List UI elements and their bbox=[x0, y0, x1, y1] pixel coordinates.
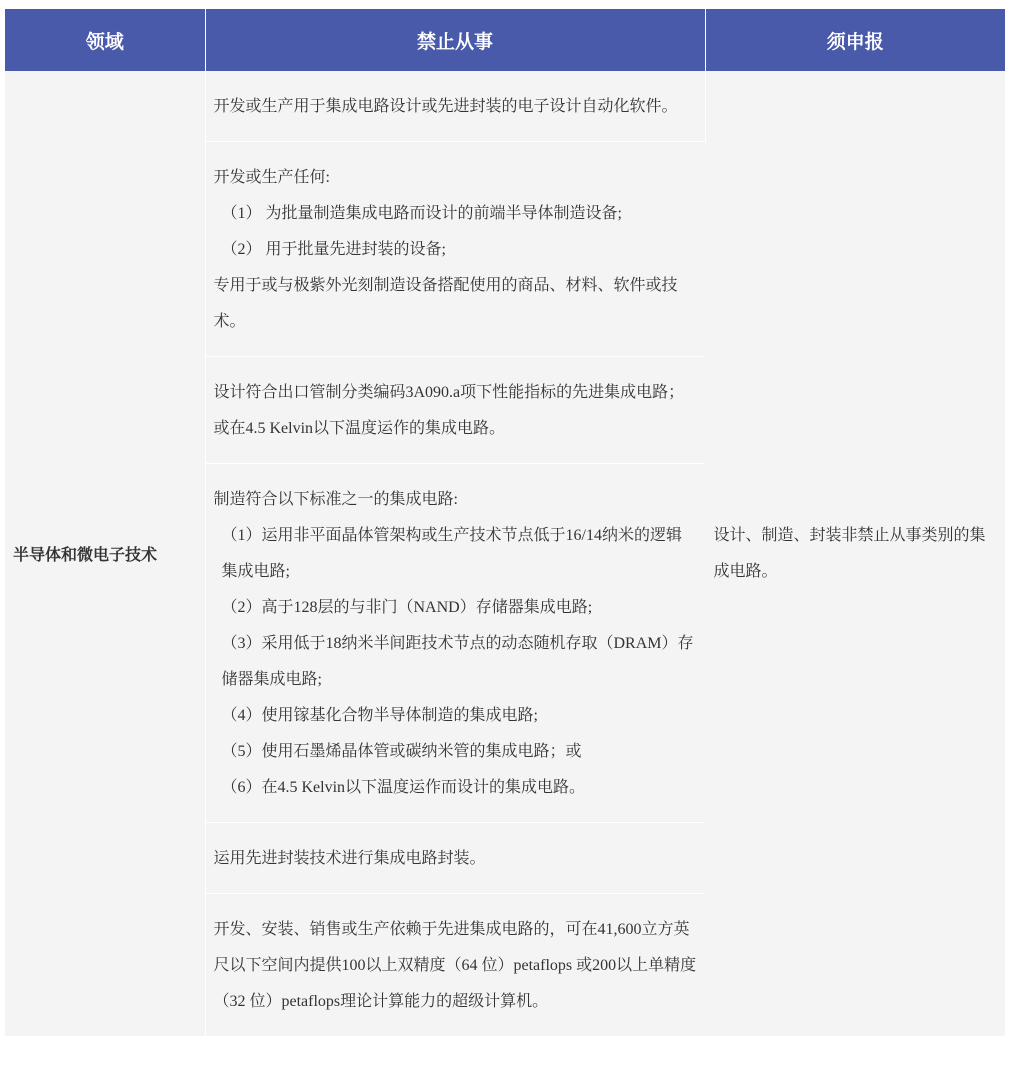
prohibited-item-6 bbox=[205, 894, 705, 1037]
item-subline: （2） 用于批量先进封装的设备; bbox=[221, 241, 446, 258]
item-subline: （6）在4.5 Kelvin以下温度运作而设计的集成电路。 bbox=[221, 779, 586, 796]
item-line: 运用先进封装技术进行集成电路封装。 bbox=[213, 850, 486, 867]
item-line: 开发或生产任何: bbox=[213, 169, 330, 186]
prohibited-item-3 bbox=[205, 357, 705, 464]
report-cell: 设计、制造、封装非禁止从事类别的集成电路。 bbox=[705, 71, 1005, 1037]
prohibited-item-2 bbox=[205, 142, 705, 357]
item-subline: （1）运用非平面晶体管架构或生产技术节点低于16/14纳米的逻辑集成电路; bbox=[221, 527, 682, 580]
regulation-table bbox=[5, 9, 1005, 1037]
prohibited-item-4 bbox=[205, 464, 705, 823]
item-line: 设计符合出口管制分类编码3A090.a项下性能指标的先进集成电路；或在4.5 Kelvin以下温度运作的集成电路。 bbox=[213, 384, 685, 437]
item-line: 开发、安装、销售或生产依赖于先进集成电路的，可在41,600立方英尺以下空间内提供100以上双精度（64 位）petaflops 或200以上单精度（32 位）petaflops理论计算能力的超级计算机。 bbox=[213, 921, 697, 1010]
header-prohibited: 禁止从事 bbox=[205, 9, 705, 71]
item-line: 制造符合以下标准之一的集成电路: bbox=[213, 491, 458, 508]
item-line: 专用于或与极紫外光刻制造设备搭配使用的商品、材料、软件或技术。 bbox=[213, 277, 678, 330]
item-line: 开发或生产用于集成电路设计或先进封装的电子设计自动化软件。 bbox=[213, 98, 678, 115]
prohibited-item-1 bbox=[205, 71, 705, 142]
header-report: 须申报 bbox=[705, 9, 1005, 71]
item-subline: （3）采用低于18纳米半间距技术节点的动态随机存取（DRAM）存储器集成电路; bbox=[221, 635, 694, 688]
table-header-row bbox=[5, 9, 1005, 71]
table-row bbox=[5, 71, 1005, 142]
item-subline: （4）使用镓基化合物半导体制造的集成电路; bbox=[221, 707, 538, 724]
domain-cell: 半导体和微电子技术 bbox=[5, 71, 205, 1037]
header-domain: 领域 bbox=[5, 9, 205, 71]
item-subline: （5）使用石墨烯晶体管或碳纳米管的集成电路；或 bbox=[221, 743, 582, 760]
prohibited-item-5 bbox=[205, 823, 705, 894]
item-subline: （1） 为批量制造集成电路而设计的前端半导体制造设备; bbox=[221, 205, 622, 222]
item-subline: （2）高于128层的与非门（NAND）存储器集成电路; bbox=[221, 599, 593, 616]
